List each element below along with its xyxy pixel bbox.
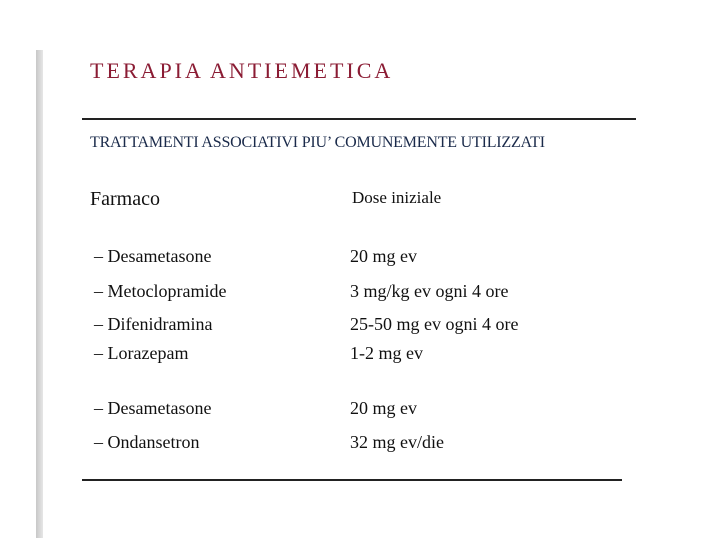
top-divider — [82, 118, 636, 120]
drug-name: – Ondansetron — [94, 432, 200, 452]
drug-dose: 20 mg ev — [350, 398, 417, 418]
column-header-dose: Dose iniziale — [352, 188, 442, 207]
drug-name: – Desametasone — [94, 398, 212, 418]
table-row — [0, 398, 720, 424]
drug-dose: 25-50 mg ev ogni 4 ore — [350, 314, 519, 334]
column-header-drug: Farmaco — [90, 188, 160, 210]
drug-dose: 1-2 mg ev — [350, 343, 423, 363]
drug-dose: 20 mg ev — [350, 246, 417, 266]
drug-name: – Difenidramina — [94, 314, 213, 334]
table-row — [0, 281, 720, 307]
drug-dose: 32 mg ev/die — [350, 432, 444, 452]
table-row — [0, 314, 720, 340]
drug-name: – Desametasone — [94, 246, 212, 266]
bottom-divider — [82, 479, 622, 481]
section-subtitle: TRATTAMENTI ASSOCIATIVI PIU’ COMUNEMENTE UTILIZZATI — [90, 134, 545, 151]
table-row — [0, 343, 720, 369]
table-row — [0, 246, 720, 272]
drug-name: – Lorazepam — [94, 343, 189, 363]
table-row — [0, 432, 720, 458]
drug-name: – Metoclopramide — [94, 281, 227, 301]
page-title: TERAPIA ANTIEMETICA — [90, 58, 394, 83]
drug-dose: 3 mg/kg ev ogni 4 ore — [350, 281, 509, 301]
